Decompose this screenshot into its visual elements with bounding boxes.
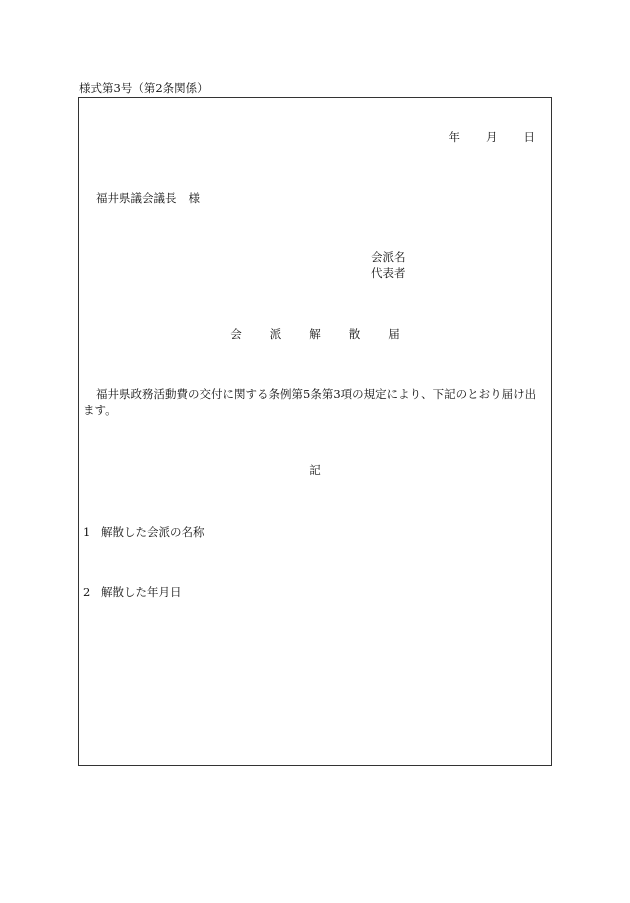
title-char: 届 xyxy=(388,327,400,341)
list-item xyxy=(83,524,205,540)
item-label: 解散した会派の名称 xyxy=(101,525,205,539)
addressee-honorific: 様 xyxy=(188,191,200,205)
form-number-label: 様式第3号（第2条関係） xyxy=(79,81,209,95)
ki-heading: 記 xyxy=(309,463,321,477)
title-char: 派 xyxy=(269,327,282,341)
item-label: 解散した年月日 xyxy=(101,585,182,599)
representative-label: 代表者 xyxy=(371,266,406,280)
faction-name-label: 会派名 xyxy=(371,250,406,264)
date-month: 月 xyxy=(486,130,498,144)
date-year: 年 xyxy=(448,130,460,144)
list-item xyxy=(83,584,182,600)
addressee-name: 福井県議会議長 xyxy=(96,191,177,205)
sender-block xyxy=(371,249,406,281)
body-paragraph: 福井県政務活動費の交付に関する条例第5条第3項の規定により、下記のとおり届け出ます。 xyxy=(83,387,537,417)
item-number: 1 xyxy=(83,525,91,539)
title-char: 散 xyxy=(348,327,361,341)
title-char: 解 xyxy=(309,327,321,341)
item-number: 2 xyxy=(83,585,91,599)
addressee xyxy=(96,190,200,206)
date-day: 日 xyxy=(523,130,535,144)
form-frame xyxy=(78,97,552,766)
document-title xyxy=(79,326,551,342)
title-char: 会 xyxy=(230,327,242,341)
date-line xyxy=(449,129,536,145)
